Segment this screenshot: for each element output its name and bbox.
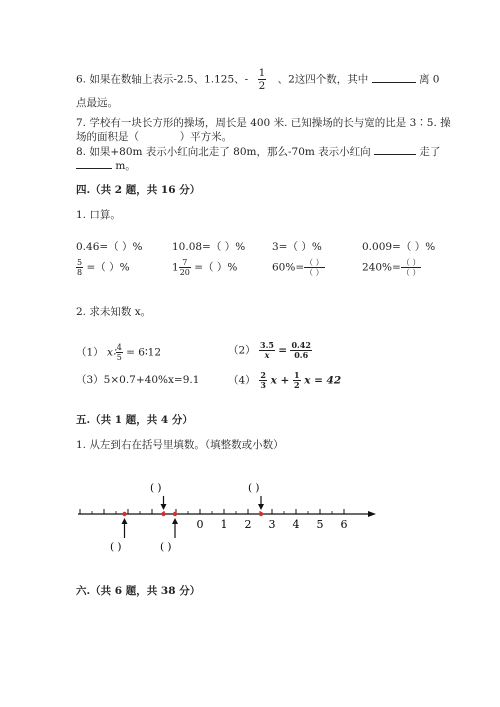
q6-answer-blank[interactable] <box>372 72 416 83</box>
tick-label: 1 <box>220 518 228 531</box>
q8-line1: 8. 如果+80m 表示小红向北走了 80m，那么-70m 表示小红向 走了 <box>76 146 441 158</box>
oral-calc-5[interactable]: $\frac{5}{8}$ =（ ）% <box>77 258 130 277</box>
q6-text-pre: 6. 如果在数轴上表示-2.5、1.125、- <box>76 73 249 86</box>
number-line-diagram <box>76 478 396 558</box>
answer-paren-bottom-1[interactable]: ( ) <box>110 541 122 553</box>
tick-label: 0 <box>196 518 204 531</box>
oral-calc-4[interactable]: 0.009=（ ）% <box>362 241 436 253</box>
tick-label: 4 <box>292 518 300 531</box>
section4-title: 四.（共 2 题，共 16 分） <box>76 184 201 196</box>
oral-calc-8[interactable]: 240%= $\frac{( )}{( )}$ <box>362 258 421 277</box>
q6-fraction: $\frac{1}{2}$ <box>258 67 266 92</box>
q7-line2: 场的面积是（ ）平方米。 <box>76 131 233 143</box>
answer-paren-top-1[interactable]: ( ) <box>150 482 162 494</box>
q7-line1: 7. 学校有一块长方形的操场，周长是 400 米. 已知操场的长与宽的比是 3∶5. 操 <box>76 117 451 129</box>
equation-3[interactable]: （3）5×0.7+40%x=9.1 <box>76 374 200 386</box>
tick-marks <box>76 509 344 514</box>
oral-calc-1[interactable]: 0.46=（ ）% <box>76 241 143 253</box>
equation-1[interactable]: （1） x∶ $\frac{4}{5}$ = 6∶12 <box>76 343 162 362</box>
s4-q2-title: 2. 求未知数 x。 <box>76 306 152 318</box>
marked-point-1 <box>122 512 126 516</box>
s5-q1-title: 1. 从左到右在括号里填数。（填整数或小数） <box>76 439 284 451</box>
oral-calc-6[interactable]: 1 $\frac{7}{20}$ =（ ）% <box>172 258 238 277</box>
oral-calc-2[interactable]: 10.08=（ ）% <box>172 241 246 253</box>
tick-labels <box>197 518 348 531</box>
oral-calc-7[interactable]: 60%= $\frac{( )}{( )}$ <box>272 258 324 277</box>
equation-4[interactable]: （4） $\frac{2}{3}$ x + $\frac{1}{2}$ x = 42 <box>228 370 342 390</box>
equation-2[interactable]: （2） $\frac{3.5}{x}$ = $\frac{0.42}{0.6}$ <box>228 340 311 360</box>
q8-direction-blank[interactable] <box>374 144 416 155</box>
q8-line2: m。 <box>76 158 136 173</box>
q6-line1 <box>76 67 440 92</box>
tick-label: 3 <box>268 518 276 531</box>
marked-point-4 <box>259 512 263 516</box>
marked-point-3 <box>173 512 177 516</box>
q8-distance-blank[interactable] <box>76 158 112 169</box>
tick-label: 5 <box>316 518 324 531</box>
section6-title: 六.（共 6 题，共 38 分） <box>76 585 201 597</box>
section5-title: 五.（共 1 题，共 4 分） <box>76 414 193 426</box>
q6-line2: 点最远。 <box>76 97 118 109</box>
marked-point-2 <box>161 512 165 516</box>
answer-paren-bottom-2[interactable]: ( ) <box>160 541 172 553</box>
answer-paren-top-2[interactable]: ( ) <box>248 482 260 494</box>
q6-text-post: 、2这四个数，其中 <box>277 73 369 86</box>
s4-q1-title: 1. 口算。 <box>76 209 121 221</box>
tick-label: 2 <box>244 518 252 531</box>
q6-text-end: 离 0 <box>418 73 440 86</box>
tick-label: 6 <box>340 518 348 531</box>
oral-calc-3[interactable]: 3=（ ）% <box>272 241 322 253</box>
number-line-arrowhead <box>368 511 376 517</box>
